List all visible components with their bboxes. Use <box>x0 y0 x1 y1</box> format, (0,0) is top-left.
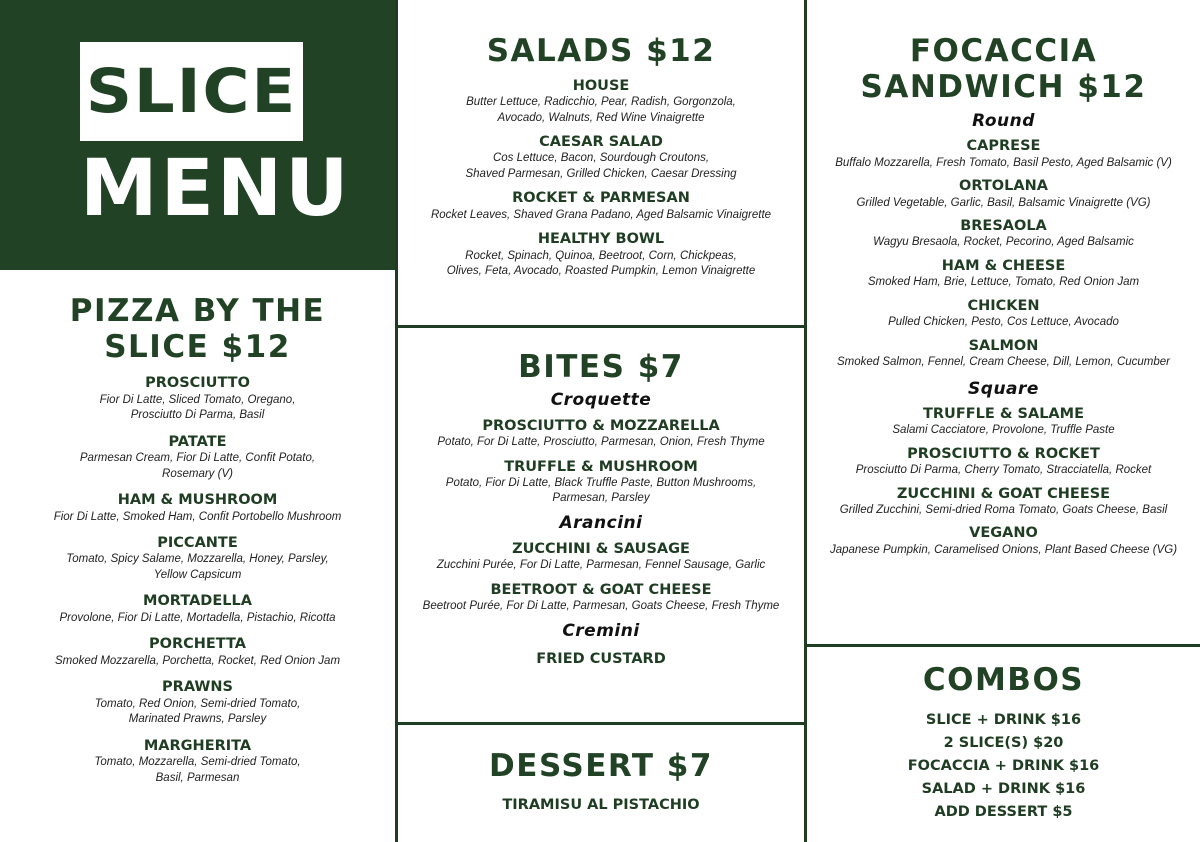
list-item <box>807 298 1200 331</box>
item-desc: Fior Di Latte, Sliced Tomato, Oregano, <box>99 393 296 406</box>
item-desc: Basil, Parmesan <box>155 771 240 784</box>
item-desc: Potato, Fior Di Latte, Black Truffle Paste, Button Mushrooms, <box>445 476 757 489</box>
item-desc: Prosciutto Di Parma, Basil <box>130 409 265 422</box>
item-desc: Rocket, Spinach, Quinoa, Beetroot, Corn, Chickpeas, <box>465 249 737 262</box>
list-item <box>0 492 395 525</box>
item-desc: Parmesan Cream, Fior Di Latte, Confit Potato, <box>79 452 316 465</box>
list-item <box>398 190 804 223</box>
item-desc: Salami Cacciatore, Provolone, Truffle Paste <box>892 424 1115 437</box>
item-name: CHICKEN <box>967 297 1040 314</box>
item-name: PROSCIUTTO <box>145 375 250 392</box>
middle-column <box>398 0 807 842</box>
item-name: CAPRESE <box>966 138 1041 155</box>
left-column <box>0 0 398 842</box>
list-item <box>0 636 395 669</box>
item-desc: Provolone, Fior Di Latte, Mortadella, Pistachio, Ricotta <box>59 611 336 624</box>
list-item <box>398 78 804 126</box>
cremini-subheading: Cremini <box>562 620 640 641</box>
logo-text: SLICE <box>85 56 298 127</box>
list-item <box>0 434 395 482</box>
dessert-heading: DESSERT $7 <box>489 748 713 784</box>
item-name: TRUFFLE & MUSHROOM <box>504 458 698 475</box>
focaccia-section <box>807 0 1200 647</box>
item-desc: Smoked Salmon, Fennel, Cream Cheese, Dill, Lemon, Cucumber <box>836 356 1170 369</box>
item-name: MORTADELLA <box>143 593 252 610</box>
item-desc: Fior Di Latte, Smoked Ham, Confit Portobello Mushroom <box>53 510 342 523</box>
item-desc: Smoked Mozzarella, Porchetta, Rocket, Red Onion Jam <box>54 654 341 667</box>
item-name: BEETROOT & GOAT CHEESE <box>490 581 712 598</box>
item-desc: Cos Lettuce, Bacon, Sourdough Croutons, <box>492 152 710 165</box>
pizza-list <box>0 375 395 786</box>
salads-list <box>398 78 804 280</box>
item-desc: Rocket Leaves, Shaved Grana Padano, Aged Balsamic Vinaigrette <box>430 208 772 221</box>
item-desc: Japanese Pumpkin, Caramelised Onions, Plant Based Cheese (VG) <box>829 543 1178 556</box>
pizza-section <box>0 270 395 786</box>
item-name: ROCKET & PARMESAN <box>512 190 690 207</box>
bites-section <box>398 328 804 724</box>
list-item <box>807 258 1200 291</box>
list-item <box>398 418 804 451</box>
item-name: PROSCIUTTO & ROCKET <box>907 445 1100 462</box>
list-item <box>0 679 395 727</box>
combo-item: ADD DESSERT $5 <box>934 803 1073 820</box>
item-desc: Wagyu Bresaola, Rocket, Pecorino, Aged Balsamic <box>873 236 1134 249</box>
item-name: HOUSE <box>572 77 630 94</box>
item-desc: Yellow Capsicum <box>153 568 242 581</box>
dessert-section <box>398 725 804 814</box>
item-desc: Marinated Prawns, Parsley <box>128 713 267 726</box>
combo-item: SALAD + DRINK $16 <box>921 780 1086 797</box>
list-item <box>398 797 804 814</box>
item-name: FRIED CUSTARD <box>536 650 666 667</box>
item-name: ZUCCHINI & SAUSAGE <box>512 540 690 557</box>
pizza-heading-line2: SLICE $12 <box>104 328 291 365</box>
list-item <box>807 218 1200 251</box>
item-name: VEGANO <box>969 525 1038 542</box>
list-item <box>0 375 395 423</box>
list-item <box>398 231 804 279</box>
item-desc: Buffalo Mozzarella, Fresh Tomato, Basil Pesto, Aged Balsamic (V) <box>835 156 1172 169</box>
list-item <box>398 134 804 182</box>
item-desc: Tomato, Mozzarella, Semi-dried Tomato, <box>94 756 301 769</box>
list-item <box>807 138 1200 171</box>
item-name: TRUFFLE & SALAME <box>923 405 1084 422</box>
arancini-subheading: Arancini <box>559 512 643 533</box>
combo-item: FOCACCIA + DRINK $16 <box>907 757 1100 774</box>
list-item <box>0 738 395 786</box>
list-item <box>398 541 804 574</box>
item-name: HEALTHY BOWL <box>537 231 665 248</box>
round-subheading: Round <box>972 111 1035 132</box>
item-desc: Avocado, Walnuts, Red Wine Vinaigrette <box>497 111 705 124</box>
list-item <box>807 406 1200 439</box>
croquette-subheading: Croquette <box>550 389 652 410</box>
list-item <box>0 535 395 583</box>
item-name: PICCANTE <box>157 535 238 552</box>
focaccia-heading <box>807 34 1200 105</box>
list-item <box>807 446 1200 479</box>
combos-section <box>807 647 1200 824</box>
combo-item: SLICE + DRINK $16 <box>925 711 1082 728</box>
item-desc: Grilled Zucchini, Semi-dried Roma Tomato, Goats Cheese, Basil <box>839 503 1168 516</box>
square-subheading: Square <box>968 378 1039 399</box>
item-name: ORTOLANA <box>959 178 1048 195</box>
item-desc: Tomato, Spicy Salame, Mozzarella, Honey, Parsley, <box>66 553 329 566</box>
item-name: HAM & CHEESE <box>941 258 1066 274</box>
logo <box>80 42 303 141</box>
item-name: PRAWNS <box>162 679 233 696</box>
item-name: CAESAR SALAD <box>539 134 663 151</box>
list-item <box>807 486 1200 519</box>
item-desc: Beetroot Purée, For Di Latte, Parmesan, Goats Cheese, Fresh Thyme <box>422 600 780 613</box>
list-item <box>398 582 804 615</box>
right-column <box>807 0 1200 842</box>
list-item <box>398 459 804 507</box>
item-desc: Rosemary (V) <box>162 467 233 480</box>
item-desc: Zucchini Purée, For Di Latte, Parmesan, Fennel Sausage, Garlic <box>436 559 766 572</box>
list-item <box>398 651 804 668</box>
list-item <box>807 178 1200 211</box>
item-desc: Parmesan, Parsley <box>552 492 650 505</box>
list-item <box>807 525 1200 558</box>
item-name: SALMON <box>968 337 1039 354</box>
item-name: ZUCCHINI & GOAT CHEESE <box>896 485 1111 502</box>
item-desc: Tomato, Red Onion, Semi-dried Tomato, <box>94 697 301 710</box>
item-name: MARGHERITA <box>143 737 252 754</box>
focaccia-heading-line1: FOCACCIA <box>909 33 1098 69</box>
focaccia-heading-line2: SANDWICH $12 <box>860 68 1147 105</box>
pizza-heading <box>0 294 395 365</box>
combos-heading: COMBOS <box>922 662 1085 698</box>
item-name: PORCHETTA <box>148 636 246 653</box>
item-name: TIRAMISU AL PISTACHIO <box>502 796 700 813</box>
item-desc: Olives, Feta, Avocado, Roasted Pumpkin, Lemon Vinaigrette <box>446 265 756 278</box>
item-name: HAM & MUSHROOM <box>117 492 278 509</box>
bites-heading: BITES $7 <box>518 349 684 385</box>
item-desc: Pulled Chicken, Pesto, Cos Lettuce, Avocado <box>888 316 1119 329</box>
item-desc: Butter Lettuce, Radicchio, Pear, Radish, Gorgonzola, <box>466 96 736 109</box>
salads-heading: SALADS $12 <box>486 33 716 69</box>
brand-block <box>0 0 395 270</box>
item-desc: Smoked Ham, Brie, Lettuce, Tomato, Red Onion Jam <box>867 276 1140 289</box>
item-desc: Potato, For Di Latte, Prosciutto, Parmesan, Onion, Fresh Thyme <box>437 436 765 449</box>
salads-section <box>398 0 804 328</box>
combos-list <box>807 709 1200 824</box>
item-desc: Grilled Vegetable, Garlic, Basil, Balsamic Vinaigrette (VG) <box>856 196 1151 209</box>
item-name: BRESAOLA <box>960 218 1047 235</box>
combo-item: 2 SLICE(S) $20 <box>943 734 1064 751</box>
list-item <box>807 338 1200 371</box>
menu-title: MENU <box>80 144 352 234</box>
item-desc: Shaved Parmesan, Grilled Chicken, Caesar Dressing <box>465 167 737 180</box>
pizza-heading-line1: PIZZA BY THE <box>69 293 326 329</box>
item-name: PATATE <box>168 433 227 450</box>
item-name: PROSCIUTTO & MOZZARELLA <box>482 417 720 434</box>
list-item <box>0 593 395 626</box>
item-desc: Prosciutto Di Parma, Cherry Tomato, Stracciatella, Rocket <box>855 464 1152 477</box>
